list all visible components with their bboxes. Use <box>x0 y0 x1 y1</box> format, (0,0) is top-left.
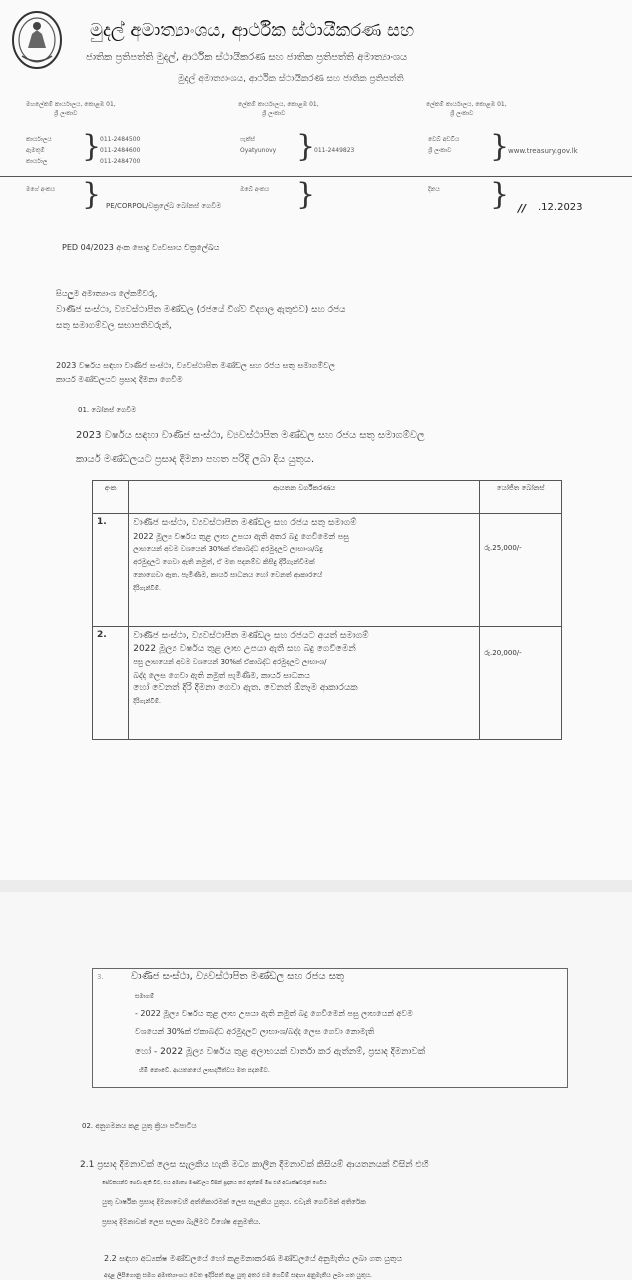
subject-2: කාර්ය මණ්ඩලයට ප්‍රසාද දීමනා ගෙවීම <box>56 375 183 384</box>
brace: } <box>82 177 102 212</box>
col-header-bonus: යෝජිත බෝනස් <box>480 481 562 514</box>
col-header-classification: ආයතන වර්ගීකරණය <box>129 481 480 514</box>
address-1b: ශ්‍රී ලංකාව <box>54 110 78 117</box>
bonus-table <box>92 480 562 740</box>
ministry-subtitle-2: මුදල් අමාත්‍යාංශය, ආර්ථික ස්ථායීකරණ සහ ජාතික ප්‍රතිපත්ති <box>178 74 404 84</box>
sri-lanka-emblem-icon <box>10 8 64 70</box>
row-line: වාණිජ සංස්ථා, ව්‍යවස්ථාපිත මණ්ඩල සහ රජය සතු සමාගම් <box>133 518 357 528</box>
paragraph-2-1-line-3: යුතු වාර්ෂික ප්‍රසාද දීමනාවෙහි අත්තිකාරමක් ලෙස සැලකිය යුතුය. එවැනි ගෙවීමක් අතිරේක <box>102 1198 366 1206</box>
phone-3: 011-2484700 <box>100 158 141 165</box>
fax-name: Oyatyunovy <box>240 147 277 154</box>
addressee-2: වාණිජ සංස්ථා, ව්‍යවස්ථාපිත මණ්ඩල (රජයේ විශ්ව විද්‍යාල ඇතුළුව) සහ රජය <box>56 305 346 315</box>
address-2b: ශ්‍රී ලංකාව <box>262 110 286 117</box>
row-line: 2022 මූල්‍ය වර්ෂය තුළ ලාභ උපයා ඇති අතර බදු ගෙවීමෙන් පසු <box>133 532 349 541</box>
row-3-no: 3. <box>97 973 104 981</box>
row-2-bonus: රු.20,000/- <box>480 627 562 740</box>
address-3b: ශ්‍රී ලංකාව <box>450 110 474 117</box>
brace: } <box>82 129 102 164</box>
date-prefix: // <box>518 202 527 215</box>
address-1: මහලේකම් කාර්යාලය, කොළඹ 01, <box>26 101 116 108</box>
row-2-classification <box>129 627 480 740</box>
paragraph-2-2-line-2: අදාළ ලිපිගොනු සමග අමාත්‍යාංශය වෙත ඉදිරිපත් කළ යුතු අතර එම ගෙවීම් සඳහා අනුමැතිය ලබා ගත යුතුය. <box>104 1272 372 1279</box>
bonus-table-continued <box>92 968 568 1088</box>
row-line: දිරිගැන්වීම්. <box>133 585 161 592</box>
row-1-classification <box>129 514 480 627</box>
phone-label-3: කාර්යාල <box>26 158 48 165</box>
phone-1: 011-2484500 <box>100 136 141 143</box>
circular-number: PED 04/2023 අංක පොදු ව්‍යවසාය චක්‍රලේඛය <box>62 243 220 252</box>
address-2: ලේකම් කාර්යාලය, කොළඹ 01, <box>238 101 319 108</box>
table-row <box>93 627 562 740</box>
section-2-heading: 02. අනුගමනය කළ යුතු ක්‍රියා පටිපාටිය <box>82 1122 197 1130</box>
brace: } <box>490 177 510 212</box>
ministry-title: මුදල් අමාත්‍යාංශය, ආර්ථික ස්ථායීකරණ සහ <box>90 20 415 41</box>
row-line: 2022 මූල්‍ය වර්ෂය තුළ ලාභ උපයා ඇති සහ බදු ගෙවීමෙන් <box>133 644 356 654</box>
website: www.treasury.gov.lk <box>508 147 578 155</box>
ref-value: PE/CORPOL/චක්‍රලේඛ බෝනස් ගෙවීම <box>106 202 222 210</box>
table-header-row <box>93 481 562 514</box>
row-line: පසු ලාභයෙන් අවම වශයෙන් 30%ක් ඒකාබද්ධ අරමුදලට ලාභාංශ/ <box>133 658 327 666</box>
paragraph-2-1-line-2: සේවකයන්ට ගෙවා ඇති විට, එය අමාත්‍ය මණ්ඩලය විසින් ප්‍රදානය කර ඇත්නම් මිස එහි අධ්‍යක්ෂවරුන් ගෙවිය <box>102 1180 327 1186</box>
web-label-2: ශ්‍රී ලංකාව <box>428 147 452 154</box>
row-line: හෝ වෙනත් දිරි දීමනා ගෙවා ඇත. වෙනත් ඕනෑම ආකාරයක <box>133 683 358 693</box>
row-line: බද්ද ලෙස ගෙවා ඇති නමුත් පැමිණීම, කාර්ය සාධනය <box>133 671 310 680</box>
paragraph-1-line-2: කාර්ය මණ්ඩලයට ප්‍රසාද දීමනා පහත පරිදි ලබා දිය යුතුය. <box>76 454 315 465</box>
row-line: නොගෙවා ඇත. පැමිණීම, කාර්ය සාධනය හෝ වෙනත් ආකාරයේ <box>133 571 323 579</box>
addressee-3: සතු සමාගම්වල සභාපතිවරුන්, <box>56 321 172 331</box>
subject-1: 2023 වර්ෂය සඳහා වාණිජ සංස්ථා, ව්‍යවස්ථාපිත මණ්ඩල සහ රජය සතු සමාගම්වල <box>56 361 335 370</box>
brace: } <box>296 129 316 164</box>
row-line: දිරිගැන්වීම්. <box>133 698 161 705</box>
row-line: ලාභයෙන් අවම වශයෙන් 30%ක් ඒකාබද්ධ අරමුදලට ලාභාංශ/බදු <box>133 545 323 553</box>
row-line: වාණිජ සංස්ථා, ව්‍යවස්ථාපිත මණ්ඩල සහ රජයට අයත් සමාගම් <box>133 631 369 641</box>
phone-label-1: කාර්යාලය <box>26 136 52 143</box>
row-line: අරමුදලට ගෙවා ඇති නමුත්, ඒ මත පදනම්ව කිසිදු දිරිගැන්වීමක් <box>133 558 315 566</box>
section-1-heading: 01. බෝනස් ගෙවීම <box>78 406 137 414</box>
date: .12.2023 <box>538 202 583 213</box>
row-line: වශයෙන් 30%ක් ඒකාබද්ධ අරමුදලට ලාභාංශ/බද්ද ලෙස ගෙවා නොමැති <box>135 1027 375 1036</box>
phone-2: 011-2484600 <box>100 147 141 154</box>
row-line: සමාගම් <box>135 993 155 1000</box>
ref-label-3: දිනය <box>428 186 440 193</box>
address-3: ලේකම් කාර්යාලය, කොළඹ 01, <box>426 101 507 108</box>
paragraph-2-1-line-1: 2.1 ප්‍රසාද දීමනාවක් ලෙස සැලකිය හැකි මධ්‍ය කාලීන දීමනාවක් කිසියම් ආයතනයක් විසින් එහි <box>80 1160 429 1170</box>
paragraph-1-line-1: 2023 වර්ෂය සඳහා වාණිජ සංස්ථා, ව්‍යවස්ථාපිත මණ්ඩල සහ රජය සතු සමාගම්වල <box>76 430 425 441</box>
fax-number: 011-2449823 <box>314 147 355 154</box>
row-line: හෝ - 2022 මූල්‍ය වර්ෂය තුළ අලාභයක් වාර්තා කර ඇත්නම්, ප්‍රසාද දීමනාවක් <box>135 1047 426 1057</box>
table-row <box>93 514 562 627</box>
page-gap <box>0 880 632 892</box>
brace: } <box>296 177 316 212</box>
paragraph-2-2-line-1: 2.2 සඳහා අධ්‍යක්ෂ මණ්ඩලයේ හෝ කළමනාකරණ මණ්ඩලයේ අනුමැතිය ලබා ගත යුතුය <box>104 1254 403 1263</box>
brace: } <box>490 129 510 164</box>
row-1-no: 1. <box>93 514 129 627</box>
ref-label-2: ඔබේ අංකය <box>240 186 270 193</box>
ref-label-1: මගේ අංකය <box>26 186 56 193</box>
row-line: - 2022 මූල්‍ය වර්ෂය තුළ ලාභ උපයා ඇති නමුත් බදු ගෙවීමෙන් පසු ලාභයෙන් අවම <box>135 1009 413 1018</box>
col-header-no: අංක <box>93 481 129 514</box>
paragraph-2-1-line-4: ප්‍රසාද දීමනාවක් ලෙස සලකා බැලීමට විශේෂ අනුමතිය. <box>102 1218 261 1226</box>
row-2-no: 2. <box>93 627 129 740</box>
addressee-1: සියලුම අමාත්‍යාංශ ලේකම්වරු, <box>56 289 158 298</box>
web-label: වෙබ් අඩවිය <box>428 136 460 143</box>
row-3-title: වාණිජ සංස්ථා, ව්‍යවස්ථාපිත මණ්ඩල සහ රජය සතු <box>131 971 345 982</box>
row-1-bonus: රු.25,000/- <box>480 514 562 627</box>
fax-label: ෆැක්ස් <box>240 136 255 143</box>
phone-label-2: ඇමතුම් <box>26 147 45 154</box>
row-line: හිමි නොවේ. ආයතනයේ ලාභදායීත්වය මත පදනම්ව. <box>139 1067 270 1074</box>
ministry-subtitle: ජාතික ප්‍රතිපත්ති මුදල්, ආර්ථික ස්ථායීකරණ සහ ජාතික ප්‍රතිපත්ති අමාත්‍යාංශය <box>86 52 408 63</box>
